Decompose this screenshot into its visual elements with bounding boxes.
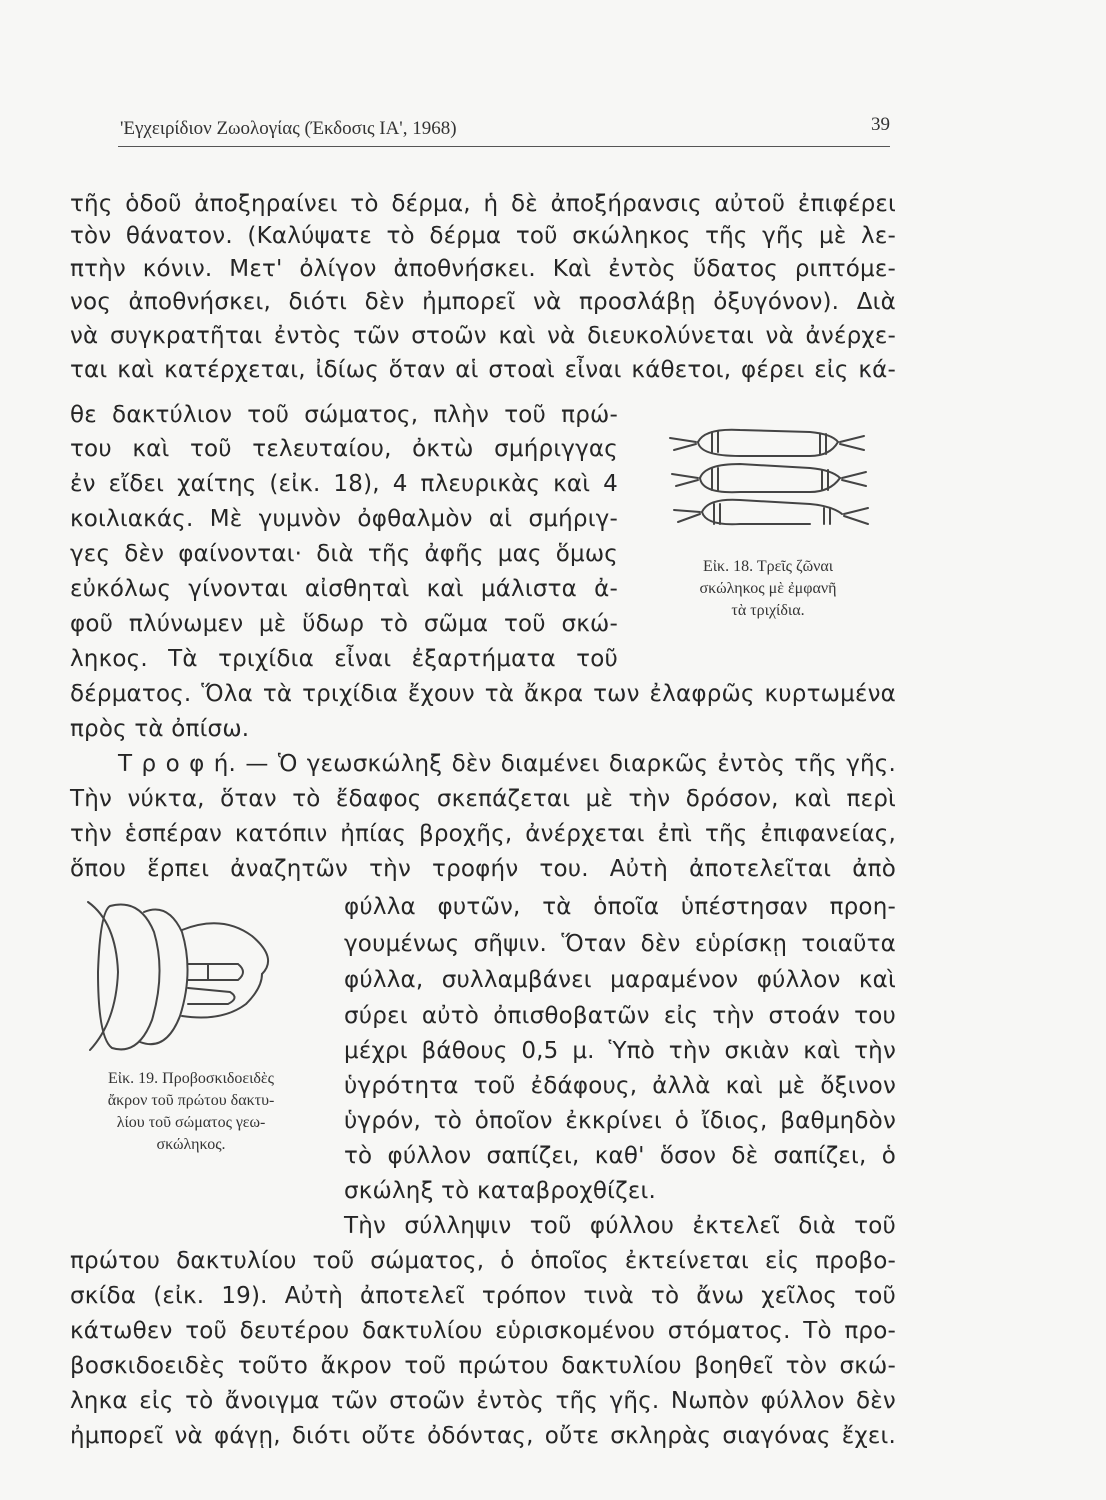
text-line: τῆς ὁδοῦ ἀποξηραίνει τὸ δέρμα, ἡ δὲ ἀποξήρανσις αὐτοῦ ἐπιφέρει (70, 191, 896, 217)
text-line: βοσκιδοειδὲς τοῦτο ἄκρον τοῦ πρώτου δακτυλίου βοηθεῖ τὸν σκώ- (70, 1353, 896, 1379)
text-line: γουμένως σῆψιν. Ὅταν δὲν εὑρίσκῃ τοιαῦτα (344, 931, 896, 957)
figure-19-caption (66, 1068, 316, 1156)
text-line: Τὴν σύλληψιν τοῦ φύλλου ἐκτελεῖ διὰ τοῦ (344, 1213, 896, 1239)
text-line: νὰ συγκρατῆται ἐντὸς τῶν στοῶν καὶ νὰ διευκολύνεται νὰ ἀνέρχε- (70, 323, 896, 349)
text-line: μέχρι βάθους 0,5 μ. Ὑπὸ τὴν σκιὰν καὶ τὴν (344, 1038, 896, 1064)
segment-outline (700, 464, 840, 478)
text-line: γες δὲν φαίνονται· διὰ τῆς ἀφῆς μας ὅμως (70, 541, 618, 567)
figure-18-caption (648, 556, 888, 622)
text-line: ἠμπορεῖ νὰ φάγῃ, διότι οὔτε ὀδόντας, οὔτε σκληρὰς σιαγόνας ἔχει. (70, 1423, 896, 1449)
mouth-segment (188, 964, 243, 980)
text-line: πρώτου δακτυλίου τοῦ σώματος, ὁ ὁποῖος ἐκτείνεται εἰς προβο- (70, 1248, 896, 1274)
caption-line: Εἰκ. 19. Προβοσκιδοειδὲς (108, 1070, 274, 1087)
caption-line: σκώληκος μὲ ἐμφανῆ (699, 580, 837, 597)
segment-outline (700, 478, 840, 492)
text-line: κοιλιακάς. Μὲ γυμνὸν ὀφθαλμὸν αἱ σμήριγ- (70, 506, 618, 532)
text-line: σκώληξ τὸ καταβροχθίζει. (344, 1178, 656, 1204)
text-line: ληκα εἰς τὸ ἄνοιγμα τῶν στοῶν ἐντὸς τῆς γῆς. Νωπὸν φύλλον δὲν (70, 1388, 896, 1414)
caption-line: ἄκρον τοῦ πρώτου δακτυ- (107, 1092, 275, 1109)
page-number: 39 (871, 114, 890, 135)
text-line: ται καὶ κατέρχεται, ἰδίως ὅταν αἱ στοαὶ εἶναι κάθετοι, φέρει εἰς κά- (70, 357, 896, 383)
segment-outline (702, 500, 842, 514)
text-line: του καὶ τοῦ τελευταίου, ὀκτὼ σμήριγγας (70, 436, 618, 462)
text-line: εὐκόλως γίνονται αἰσθηταὶ καὶ μάλιστα ἀ- (70, 576, 618, 602)
body-segment-outline (140, 910, 188, 1045)
text-line: σκίδα (εἰκ. 19). Αὐτὴ ἀποτελεῖ τρόπον τινὰ τὸ ἄνω χεῖλος τοῦ (70, 1283, 896, 1309)
book-title: 'Εγχειρίδιον Ζωολογίας (Έκδοσις ΙΑ', 1968) (120, 118, 457, 139)
text-line: ληκος. Τὰ τριχίδια εἶναι ἐξαρτήματα τοῦ (70, 646, 618, 672)
text-line: πτὴν κόνιν. Μετ' ὀλίγον ἀποθνήσκει. Καὶ ἐντὸς ὕδατος ριπτόμε- (70, 256, 896, 282)
caption-line: σκώληκος. (156, 1136, 226, 1153)
text-line: Τ ρ ο φ ή. — Ὁ γεωσκώληξ δὲν διαμένει διαρκῶς ἐντὸς τῆς γῆς. (118, 751, 896, 777)
running-header (118, 112, 890, 147)
text-line: Τὴν νύκτα, ὅταν τὸ ἔδαφος σκεπάζεται μὲ τὴν δρόσον, καὶ περὶ (70, 786, 896, 812)
text-line: πρὸς τὰ ὀπίσω. (70, 716, 250, 742)
mouth-segment (188, 988, 235, 1004)
text-line: ὅπου ἕρπει ἀναζητῶν τὴν τροφήν του. Αὐτὴ ἀποτελεῖται ἀπὸ (70, 856, 896, 882)
text-line: ἐν εἴδει χαίτης (εἰκ. 18), 4 πλευρικὰς καὶ 4 (70, 471, 618, 497)
text-line: θε δακτύλιον τοῦ σώματος, πλὴν τοῦ πρώ- (70, 402, 618, 428)
text-line: τὸ φύλλον σαπίζει, καθ' ὅσον δὲ σαπίζει, ὁ (344, 1143, 896, 1169)
text-line: φοῦ πλύνωμεν μὲ ὕδωρ τὸ σῶμα τοῦ σκώ- (70, 611, 618, 637)
text-line: φύλλα φυτῶν, τὰ ὁποῖα ὑπέστησαν προη- (344, 894, 896, 920)
text-line: νος ἀποθνήσκει, διότι δὲν ἠμπορεῖ νὰ προσλάβῃ ὀξυγόνον). Διὰ (70, 289, 896, 315)
text-line: τὸν θάνατον. (Καλύψατε τὸ δέρμα τοῦ σκώληκος τῆς γῆς μὲ λε- (70, 223, 896, 249)
text-line: σύρει αὐτὸ ὀπισθοβατῶν εἰς τὴν στοάν του (344, 1003, 896, 1029)
caption-line: λίου τοῦ σώματος γεω- (116, 1114, 266, 1131)
text-line: τὴν ἑσπέραν κατόπιν ἠπίας βροχῆς, ἀνέρχεται ἐπὶ τῆς ἐπιφανείας, (70, 821, 896, 847)
text-line: ὑγρόν, τὸ ὁποῖον ἐκκρίνει ὁ ἴδιος, βαθμηδὸν (344, 1108, 896, 1134)
figure-18-worm-segments (660, 420, 890, 530)
text-line: κάτωθεν τοῦ δευτέρου δακτυλίου εὑρισκομένου στόματος. Τὸ προ- (70, 1318, 896, 1344)
segment-outline (702, 512, 810, 524)
proboscis-upper (182, 923, 268, 974)
figure-19-proboscis (82, 892, 302, 1062)
caption-line: τὰ τριχίδια. (731, 602, 805, 619)
text-line: φύλλα, συλλαμβάνει μαραμένον φύλλον καὶ (344, 967, 896, 993)
text-line: ὑγρότητα τοῦ ἐδάφους, ἀλλὰ καὶ μὲ ὄξινον (344, 1073, 896, 1099)
text-line: δέρματος. Ὅλα τὰ τριχίδια ἔχουν τὰ ἄκρα των ἐλαφρῶς κυρτωμένα (70, 681, 896, 707)
caption-line: Εἰκ. 18. Τρεῖς ζῶναι (702, 558, 834, 575)
